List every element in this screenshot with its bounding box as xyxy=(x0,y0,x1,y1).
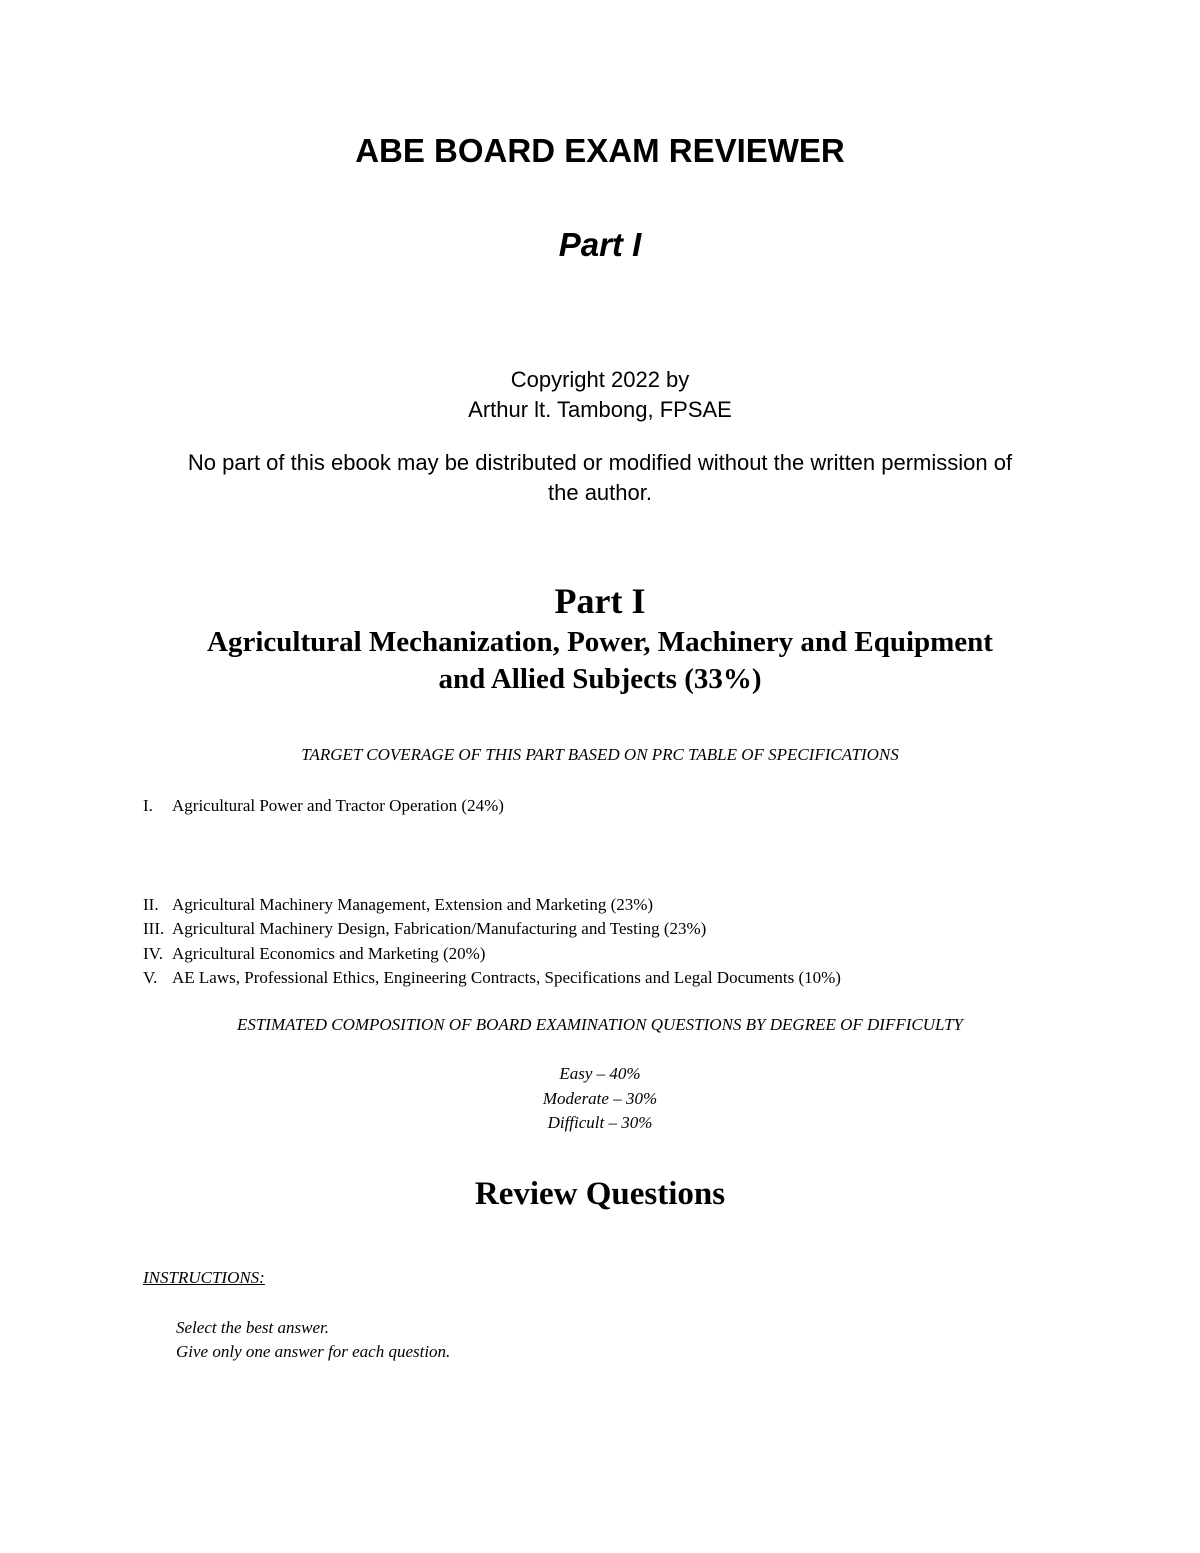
copyright-notice-line-1: No part of this ebook may be distributed or modified without the written permission of xyxy=(187,450,1013,475)
coverage-item-number: V. xyxy=(143,968,158,987)
review-questions-heading: Review Questions xyxy=(474,1176,726,1212)
coverage-item-text: Agricultural Machinery Design, Fabrication/Manufacturing and Testing (23%) xyxy=(172,919,707,938)
instruction-line: Give only one answer for each question. xyxy=(176,1342,451,1361)
instructions-label: INSTRUCTIONS: xyxy=(143,1268,265,1287)
difficulty-level: Easy – 40% xyxy=(559,1064,641,1083)
coverage-item xyxy=(0,919,1200,941)
section-subject-line-2: and Allied Subjects (33%) xyxy=(438,663,762,695)
coverage-item-text: AE Laws, Professional Ethics, Engineering Contracts, Specifications and Legal Documents (10%) xyxy=(172,968,841,987)
part-label: Part I xyxy=(558,226,642,263)
coverage-item-text: Agricultural Power and Tractor Operation (24%) xyxy=(172,796,504,815)
coverage-item xyxy=(0,796,1200,818)
coverage-item-number: III. xyxy=(143,919,165,938)
coverage-heading: TARGET COVERAGE OF THIS PART BASED ON PRC TABLE OF SPECIFICATIONS xyxy=(301,745,899,764)
author-line: Arthur lt. Tambong, FPSAE xyxy=(468,397,732,422)
section-part-heading: Part I xyxy=(554,581,646,621)
section-subject-line-1: Agricultural Mechanization, Power, Machinery and Equipment xyxy=(207,626,993,658)
coverage-item-text: Agricultural Economics and Marketing (20%) xyxy=(172,944,486,963)
coverage-item-number: I. xyxy=(143,796,153,815)
coverage-item-text: Agricultural Machinery Management, Extension and Marketing (23%) xyxy=(172,895,654,914)
coverage-item-number: IV. xyxy=(143,944,163,963)
coverage-item xyxy=(0,968,1200,990)
copyright-notice-line-2: the author. xyxy=(548,480,652,505)
copyright-line: Copyright 2022 by xyxy=(510,367,690,392)
difficulty-heading: ESTIMATED COMPOSITION OF BOARD EXAMINATION QUESTIONS BY DEGREE OF DIFFICULTY xyxy=(236,1015,964,1034)
instruction-line: Select the best answer. xyxy=(176,1318,329,1337)
difficulty-level: Difficult – 30% xyxy=(547,1113,653,1132)
coverage-item-number: II. xyxy=(143,895,159,914)
coverage-item xyxy=(0,944,1200,966)
difficulty-level: Moderate – 30% xyxy=(542,1089,658,1108)
document-title: ABE BOARD EXAM REVIEWER xyxy=(355,132,845,169)
coverage-item xyxy=(0,895,1200,917)
